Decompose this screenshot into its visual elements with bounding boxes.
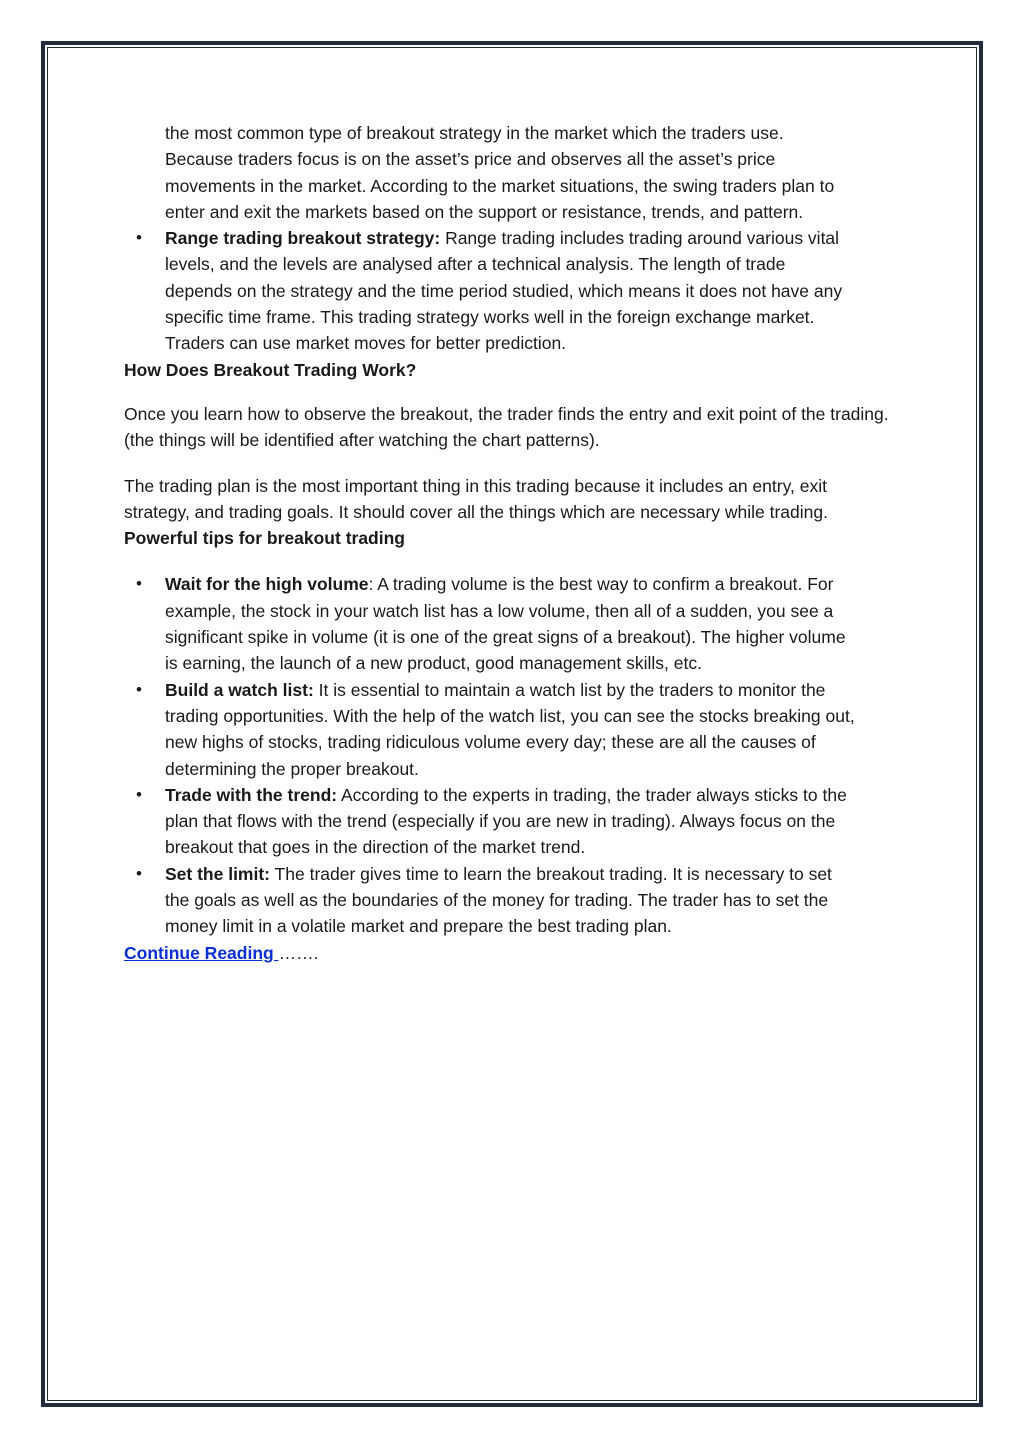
- list-item-text: [165, 225, 855, 356]
- list-item-continued: [165, 120, 894, 225]
- list-item-text: [165, 861, 855, 940]
- list-item-body: The trader gives time to learn the breakout trading. It is necessary to set the goals as well as the boundaries of the money for trading. The trader has to set the money limit in a volatile market and prepare the best trading plan.: [165, 863, 832, 937]
- section-heading-how-it-works: How Does Breakout Trading Work?: [124, 359, 417, 380]
- bullet-list-tips: [124, 571, 894, 939]
- list-item-trend: [165, 782, 894, 861]
- list-item-term: Wait for the high volume: [165, 574, 369, 595]
- list-item-term: Set the limit:: [165, 863, 271, 884]
- section-heading-tips: Powerful tips for breakout trading: [124, 528, 405, 549]
- paragraph-entry-exit: Once you learn how to observe the breakout, the trader finds the entry and exit point of the trading. (the things will be identified after watching the chart patterns).: [124, 403, 889, 451]
- continue-reading-link[interactable]: Continue Reading: [124, 942, 279, 963]
- continue-reading-line: [124, 940, 894, 966]
- list-item-text: [165, 677, 855, 782]
- continued-text: the most common type of breakout strategy in the market which the traders use. Because traders focus is on the asset’s price and observes all the asset’s price movements in the market. According to the market situations, the swing traders plan to enter and exit the markets based on the support or resistance, trends, and pattern.: [165, 123, 835, 222]
- list-item-text: [165, 571, 855, 676]
- list-item-term: Build a watch list:: [165, 679, 314, 700]
- list-item-body: : A trading volume is the best way to confirm a breakout. For example, the stock in your watch list has a low volume, then all of a sudden, you see a significant spike in volume (it is one of the great signs of a breakout). The higher volume is earning, the launch of a new product, good management skills, etc.: [165, 574, 846, 674]
- continue-ellipsis: …….: [278, 942, 319, 963]
- list-item-watch-list: [165, 677, 894, 782]
- list-item-body: Range trading includes trading around various vital levels, and the levels are analysed after a technical analysis. The length of trade depends on the strategy and the time period studied, which means it does not have any specific time frame. This trading strategy works well in the foreign exchange market. Traders can use market moves for better prediction.: [165, 228, 843, 354]
- list-item-text: [165, 782, 855, 861]
- list-item-term: Trade with the trend:: [165, 784, 338, 805]
- document-content: [124, 120, 894, 966]
- list-item-body: It is essential to maintain a watch list by the traders to monitor the trading opportunities. With the help of the watch list, you can see the stocks breaking out, new highs of stocks, trading ridiculous volume every day; these are all the causes of determining the proper breakout.: [165, 679, 855, 779]
- list-item-limit: [165, 861, 894, 940]
- paragraph-trading-plan: The trading plan is the most important thing in this trading because it includes an entry, exit strategy, and trading goals. It should cover all the things which are necessary while trading.: [124, 475, 828, 522]
- list-item-range-trading: [165, 225, 894, 356]
- list-item-high-volume: [165, 571, 894, 676]
- list-item-body: According to the experts in trading, the trader always sticks to the plan that flows with the trend (especially if you are new in trading). Always focus on the breakout that goes in the direction of the market trend.: [165, 784, 847, 858]
- list-item-term: Range trading breakout strategy:: [165, 228, 441, 249]
- bullet-list-top: [124, 120, 894, 357]
